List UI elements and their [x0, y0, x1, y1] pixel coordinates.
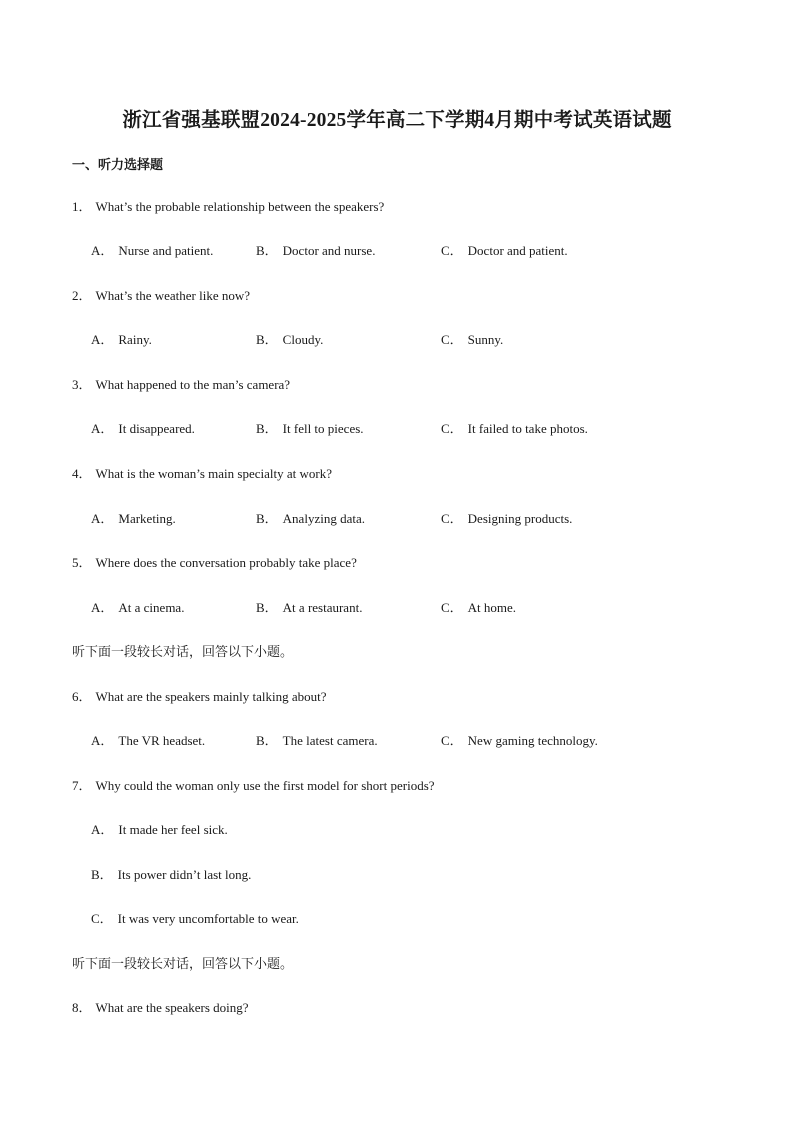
option-a	[91, 240, 213, 259]
option-letter: A．	[91, 600, 114, 615]
option-text: The VR headset.	[118, 733, 206, 748]
option-c	[441, 240, 568, 259]
question-number: 1．	[72, 199, 92, 214]
option-letter: B．	[256, 511, 278, 526]
listening-instruction: 听下面一段较长对话，回答以下小题。	[72, 644, 294, 659]
option-c	[91, 908, 299, 927]
question-text: Why could the woman only use the first model for short periods?	[95, 778, 435, 793]
question-number: 5．	[72, 555, 92, 570]
option-a	[91, 730, 205, 749]
question-number: 3．	[72, 377, 92, 392]
option-b	[256, 508, 365, 527]
option-letter: C．	[91, 911, 113, 926]
option-letter: C．	[441, 243, 463, 258]
question-7	[72, 775, 435, 794]
option-b	[256, 597, 362, 616]
option-letter: B．	[256, 243, 278, 258]
option-letter: B．	[256, 421, 278, 436]
option-b	[91, 864, 251, 883]
option-text: It disappeared.	[118, 421, 195, 436]
question-text: What happened to the man’s camera?	[95, 377, 291, 392]
question-text: What’s the probable relationship between the speakers?	[95, 199, 385, 214]
option-letter: B．	[91, 867, 113, 882]
question-1	[72, 196, 384, 215]
option-a	[91, 418, 195, 437]
question-6	[72, 686, 327, 705]
option-text: Marketing.	[118, 511, 176, 526]
option-b	[256, 329, 323, 348]
option-letter: A．	[91, 733, 114, 748]
option-letter: B．	[256, 733, 278, 748]
option-letter: C．	[441, 600, 463, 615]
question-number: 4．	[72, 466, 92, 481]
option-text: Nurse and patient.	[118, 243, 214, 258]
option-a	[91, 329, 152, 348]
question-8	[72, 997, 249, 1016]
option-text: It made her feel sick.	[118, 822, 228, 837]
option-text: It fell to pieces.	[282, 421, 364, 436]
option-letter: A．	[91, 332, 114, 347]
question-text: What is the woman’s main specialty at work?	[95, 466, 332, 481]
option-text: Doctor and patient.	[467, 243, 568, 258]
option-c	[441, 730, 598, 749]
option-letter: C．	[441, 421, 463, 436]
option-letter: A．	[91, 421, 114, 436]
question-number: 2．	[72, 288, 92, 303]
option-text: Designing products.	[467, 511, 573, 526]
listening-instruction: 听下面一段较长对话，回答以下小题。	[72, 956, 294, 971]
question-text: What’s the weather like now?	[95, 288, 251, 303]
option-text: New gaming technology.	[467, 733, 598, 748]
option-a	[91, 819, 228, 838]
option-text: It failed to take photos.	[467, 421, 588, 436]
option-text: At a restaurant.	[282, 600, 363, 615]
question-5	[72, 552, 357, 571]
option-text: At a cinema.	[118, 600, 185, 615]
option-text: At home.	[467, 600, 517, 615]
option-letter: B．	[256, 332, 278, 347]
option-text: The latest camera.	[282, 733, 378, 748]
option-letter: C．	[441, 332, 463, 347]
question-text: What are the speakers mainly talking about?	[95, 689, 327, 704]
question-2	[72, 285, 250, 304]
option-c	[441, 597, 516, 616]
option-text: It was very uncomfortable to wear.	[117, 911, 299, 926]
question-number: 8．	[72, 1000, 92, 1015]
option-text: Analyzing data.	[282, 511, 365, 526]
question-text: Where does the conversation probably take place?	[95, 555, 357, 570]
page-title: 浙江省强基联盟2024-2025学年高二下学期4月期中考试英语试题	[122, 110, 672, 131]
option-a	[91, 597, 184, 616]
option-text: Its power didn’t last long.	[117, 867, 252, 882]
question-text: What are the speakers doing?	[95, 1000, 249, 1015]
option-b	[256, 418, 364, 437]
question-number: 6．	[72, 689, 92, 704]
option-text: Cloudy.	[282, 332, 324, 347]
section-heading: 一、听力选择题	[72, 157, 164, 172]
option-letter: A．	[91, 511, 114, 526]
question-number: 7．	[72, 778, 92, 793]
option-c	[441, 418, 588, 437]
option-letter: B．	[256, 600, 278, 615]
option-c	[441, 508, 572, 527]
option-letter: C．	[441, 733, 463, 748]
option-b	[256, 240, 375, 259]
option-b	[256, 730, 378, 749]
option-text: Sunny.	[467, 332, 504, 347]
question-3	[72, 374, 290, 393]
option-letter: A．	[91, 243, 114, 258]
option-text: Doctor and nurse.	[282, 243, 376, 258]
option-letter: A．	[91, 822, 114, 837]
option-text: Rainy.	[118, 332, 152, 347]
option-c	[441, 329, 503, 348]
option-letter: C．	[441, 511, 463, 526]
option-a	[91, 508, 176, 527]
question-4	[72, 463, 332, 482]
